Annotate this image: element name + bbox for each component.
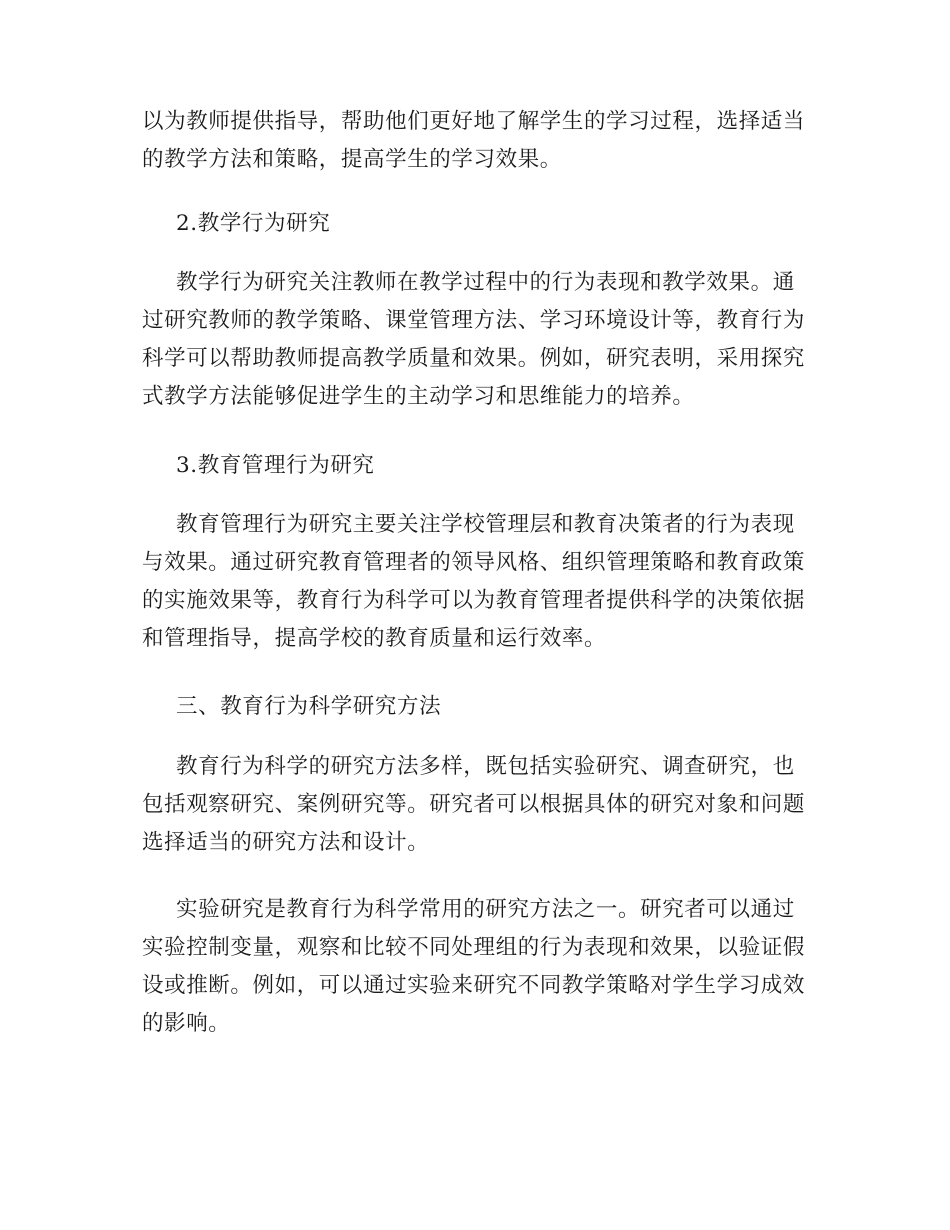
- paragraph-research-methods: 教育行为科学的研究方法多样，既包括实验研究、调查研究，也包括观察研究、案例研究等。研究者可以根据具体的研究对象和问题选择适当的研究方法和设计。: [142, 754, 806, 855]
- paragraph-management-behavior: 教育管理行为研究主要关注学校管理层和教育决策者的行为表现与效果。通过研究教育管理者的领导风格、组织管理策略和教育政策的实施效果等，教育行为科学可以为教育管理者提供科学的决策依据和管理指导，提高学校的教育质量和运行效率。: [142, 512, 806, 651]
- paragraph-teaching-behavior: 教学行为研究关注教师在教学过程中的行为表现和教学效果。通过研究教师的教学策略、课堂管理方法、学习环境设计等，教育行为科学可以帮助教师提高教学质量和效果。例如，研究表明，采用探究式教学方法能够促进学生的主动学习和思维能力的培养。: [142, 270, 806, 409]
- section-heading-teaching-behavior: 2.教学行为研究: [176, 211, 331, 236]
- paragraph-experimental-research: 实验研究是教育行为科学常用的研究方法之一。研究者可以通过实验控制变量，观察和比较不同处理组的行为表现和效果，以验证假设或推断。例如，可以通过实验来研究不同教学策略对学生学习成效的影响。: [142, 897, 806, 1036]
- section-heading-research-methods: 三、教育行为科学研究方法: [176, 694, 442, 719]
- section-heading-management-behavior: 3.教育管理行为研究: [176, 453, 375, 478]
- paragraph-continued: 以为教师提供指导，帮助他们更好地了解学生的学习过程，选择适当的教学方法和策略，提高学生的学习效果。: [142, 109, 806, 172]
